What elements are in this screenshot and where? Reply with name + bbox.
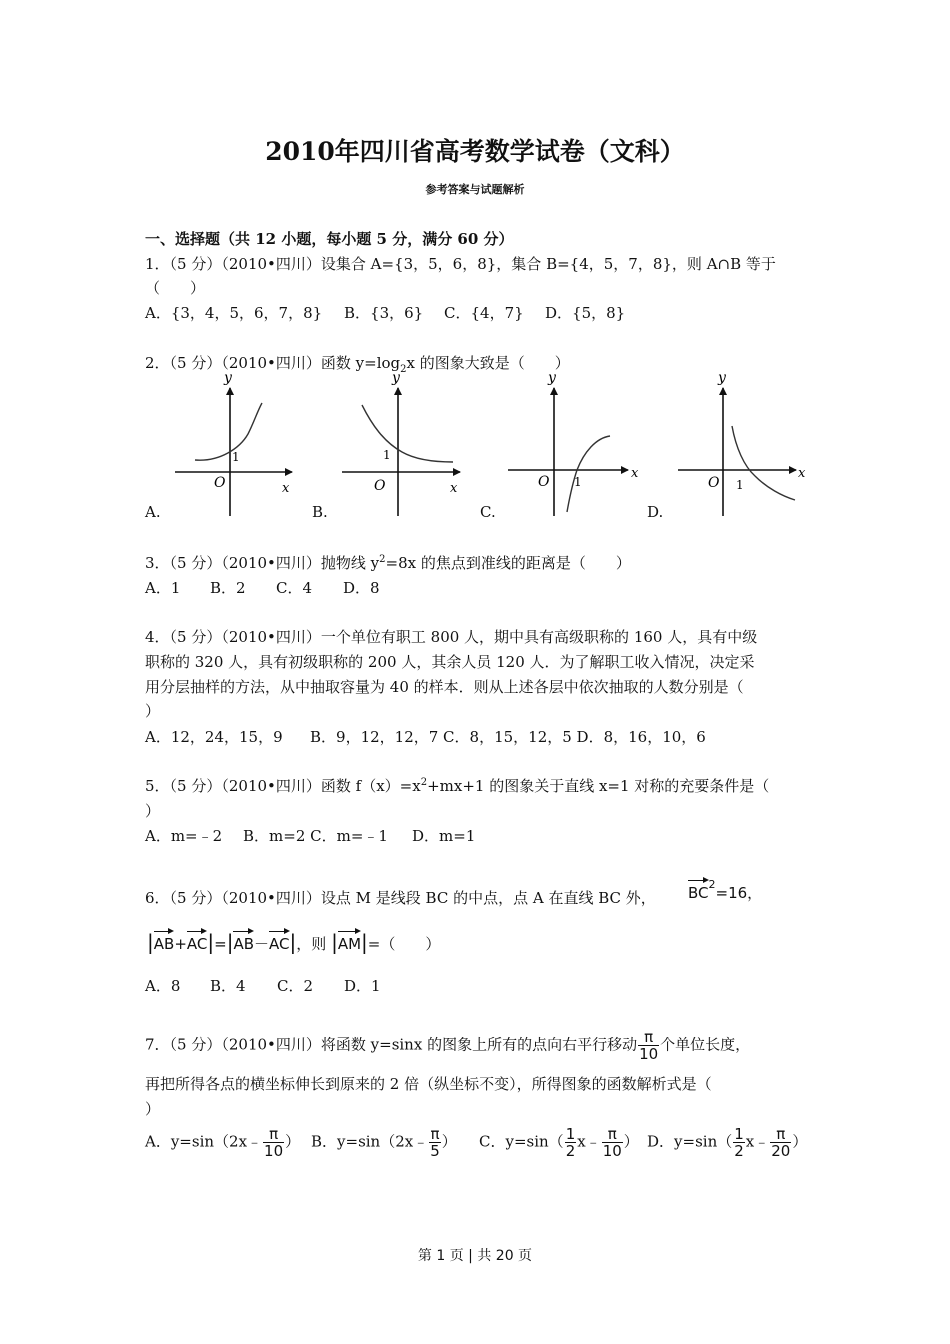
option-a-prefix: A．y=sin（2x﹣ xyxy=(145,1132,263,1151)
q5-option-a: A．m=﹣2 xyxy=(145,827,223,845)
q6-option-b: B．4 xyxy=(210,977,246,995)
option-d-prefix: D．y=sin（ xyxy=(647,1132,733,1151)
minus-sign: － xyxy=(254,935,270,953)
option-c-half xyxy=(565,1126,577,1159)
q6-stem: 6．（5 分）（2010•四川）设点 M 是线段 BC 的中点，点 A 在直线 BC 外， xyxy=(145,889,656,907)
option-c-suffix: ） xyxy=(623,1132,639,1151)
section-heading: 一、选择题（共 12 小题，每小题 5 分，满分 60 分） xyxy=(145,230,514,248)
q7-option-d xyxy=(647,1126,807,1159)
q6-bc-expression xyxy=(688,878,762,903)
q7-stem-prefix: 7．（5 分）（2010•四川）将函数 y=sinx 的图象上所有的点向右平行移动 xyxy=(145,1035,638,1054)
option-d-fraction xyxy=(770,1126,791,1159)
q1-option-c: C．{4，7} xyxy=(444,304,524,322)
q4-options-bcd: B．9，12，12，7 C．8，15，12，5 D．8，16，10，6 xyxy=(310,728,706,746)
option-b-prefix: B．y=sin（2x﹣ xyxy=(311,1132,429,1151)
graph-c-y-label: y xyxy=(548,370,556,386)
abs-bar: | xyxy=(361,930,368,954)
fraction-denominator: 5 xyxy=(430,1142,440,1160)
q5-stem-superscript: 2 xyxy=(420,777,428,788)
fraction-denominator: 2 xyxy=(734,1142,744,1160)
graph-a-one-label: 1 xyxy=(232,450,240,464)
q6-option-c: C．2 xyxy=(277,977,314,995)
fraction-numerator: π xyxy=(770,1126,791,1143)
q7-stem-line1 xyxy=(145,1029,750,1062)
fraction-denominator: 20 xyxy=(771,1142,791,1160)
q7-fraction xyxy=(638,1029,659,1062)
option-a-suffix: ） xyxy=(285,1132,301,1151)
graph-c-origin-label: O xyxy=(538,474,550,490)
q4-stem-line4: ） xyxy=(145,702,161,720)
fraction-numerator: 1 xyxy=(565,1125,576,1143)
graph-a-x-label: x xyxy=(282,481,290,496)
abs-bar: | xyxy=(289,930,297,954)
vector-ac: AC xyxy=(269,929,289,953)
q3-option-c: C．4 xyxy=(276,579,313,597)
option-c-mid: x﹣ xyxy=(577,1132,601,1151)
fraction-denominator: 10 xyxy=(602,1142,622,1160)
graph-d-origin-label: O xyxy=(708,475,720,491)
vector-am: AM xyxy=(338,929,361,953)
fraction-numerator: π xyxy=(638,1029,659,1046)
graph-c-one-label: 1 xyxy=(574,475,582,489)
graph-d-x-label: x xyxy=(798,466,806,481)
graph-a xyxy=(175,370,292,516)
graph-d-one-label: 1 xyxy=(736,478,744,492)
abs-bar: | xyxy=(147,930,154,954)
q6-then: ，则 xyxy=(296,935,327,953)
q2-option-b: B. xyxy=(312,503,328,521)
q4-stem-line2: 职称的 320 人，具有初级职称的 200 人，其余人员 120 人．为了解职工收入情况，决定采 xyxy=(145,653,755,671)
graph-d-y-label: y xyxy=(718,370,726,386)
q3-stem-prefix: 3．（5 分）（2010•四川）抛物线 y xyxy=(145,554,380,572)
q2-option-c: C. xyxy=(480,503,496,521)
q6-option-d: D．1 xyxy=(344,977,381,995)
page-subtitle: 参考答案与试题解析 xyxy=(425,183,525,196)
option-c-prefix: C．y=sin（ xyxy=(479,1132,564,1151)
q5-option-d: D．m=1 xyxy=(412,827,476,845)
q2-stem-suffix: x 的图象大致是（ ） xyxy=(406,354,570,372)
q2-option-a: A. xyxy=(145,503,161,521)
q6-bc-value: =16， xyxy=(715,884,763,902)
graph-b xyxy=(342,370,460,516)
q6-vector-equation xyxy=(147,929,440,954)
abs-bar: | xyxy=(207,930,215,954)
q5-options-bc: B．m=2 C．m=﹣1 xyxy=(243,827,388,845)
fraction-numerator: π xyxy=(602,1126,623,1143)
q1-option-b: B．{3，6} xyxy=(344,304,424,322)
page-footer: 第 1 页 | 共 20 页 xyxy=(417,1248,533,1264)
fraction-denominator: 10 xyxy=(264,1142,284,1160)
q7-option-a xyxy=(145,1126,300,1159)
graph-b-y-label: y xyxy=(392,370,400,386)
q5-stem-line2: ） xyxy=(145,802,161,820)
q3-stem-suffix: =8x 的焦点到准线的距离是（ ） xyxy=(385,554,631,572)
option-b-suffix: ） xyxy=(441,1132,457,1151)
q5-stem xyxy=(145,775,769,796)
graph-c-x-label: x xyxy=(631,466,639,481)
abs-bar: | xyxy=(226,930,234,954)
option-d-suffix: ） xyxy=(792,1132,808,1151)
q6-option-a: A．8 xyxy=(145,977,181,995)
fraction-numerator: π xyxy=(430,1125,440,1143)
q3-option-d: D．8 xyxy=(343,579,380,597)
plus-sign: + xyxy=(174,935,187,953)
q7-stem-suffix: 个单位长度， xyxy=(660,1035,751,1054)
graph-c xyxy=(508,370,639,516)
q3-option-a: A．1 xyxy=(145,579,181,597)
q1-stem-line2: （ ） xyxy=(145,279,206,297)
q2-stem-prefix: 2．（5 分）（2010•四川）函数 y=log xyxy=(145,354,401,372)
q7-stem-line2: 再把所得各点的横坐标伸长到原来的 2 倍（纵坐标不变），所得图象的函数解析式是（ xyxy=(145,1075,712,1093)
option-d-mid: x﹣ xyxy=(745,1132,770,1151)
q7-option-b xyxy=(311,1126,457,1159)
q4-stem-line3: 用分层抽样的方法，从中抽取容量为 40 的样本．则从上述各层中依次抽取的人数分别是（ xyxy=(145,678,744,696)
q1-stem-line1: 1．（5 分）（2010•四川）设集合 A={3，5，6，8}，集合 B={4，5，7，8}，则 A∩B 等于 xyxy=(145,255,776,273)
equals-sign: = xyxy=(214,935,227,953)
vector-bc: BC xyxy=(688,878,709,902)
option-a-fraction xyxy=(263,1126,284,1159)
graph-a-origin-label: O xyxy=(214,475,226,491)
q4-option-a: A．12，24，15，9 xyxy=(145,728,283,746)
graph-b-x-label: x xyxy=(450,481,458,496)
q1-option-d: D．{5，8} xyxy=(545,304,626,322)
q3-stem-superscript: 2 xyxy=(379,554,386,565)
option-d-half xyxy=(733,1126,745,1159)
q5-stem-prefix: 5．（5 分）（2010•四川）函数 f（x）=x xyxy=(145,777,421,795)
q1-option-a: A．{3，4，5，6，7，8} xyxy=(145,304,323,322)
graph-d xyxy=(678,370,806,516)
fraction-denominator: 2 xyxy=(565,1142,576,1160)
option-c-fraction xyxy=(602,1126,623,1159)
fraction-denominator: 10 xyxy=(639,1045,659,1063)
q2-option-d: D. xyxy=(647,503,664,521)
q4-stem-line1: 4．（5 分）（2010•四川）一个单位有职工 800 人，期中具有高级职称的 160 人，具有中级 xyxy=(145,628,758,646)
q3-stem xyxy=(145,552,631,573)
vector-ab: AB xyxy=(154,929,175,953)
option-b-fraction xyxy=(429,1126,441,1159)
q2-stem-subscript: 2 xyxy=(400,364,407,375)
q5-stem-suffix: +mx+1 的图象关于直线 x=1 对称的充要条件是（ xyxy=(427,777,770,795)
q7-stem-line3: ） xyxy=(145,1100,161,1118)
q6-tail: =（ ） xyxy=(367,935,441,953)
vector-ac: AC xyxy=(187,929,207,953)
vector-ab: AB xyxy=(233,929,254,953)
fraction-numerator: 1 xyxy=(734,1125,744,1143)
graph-a-y-label: y xyxy=(224,370,232,386)
q7-option-c xyxy=(479,1126,639,1159)
fraction-numerator: π xyxy=(263,1126,284,1143)
graph-b-origin-label: O xyxy=(374,478,386,494)
abs-bar: | xyxy=(331,930,338,954)
graph-b-one-label: 1 xyxy=(383,448,391,462)
q3-option-b: B．2 xyxy=(210,579,246,597)
q6-bc-power: 2 xyxy=(708,878,716,891)
page-title: 2010年四川省高考数学试卷（文科） xyxy=(265,137,685,166)
